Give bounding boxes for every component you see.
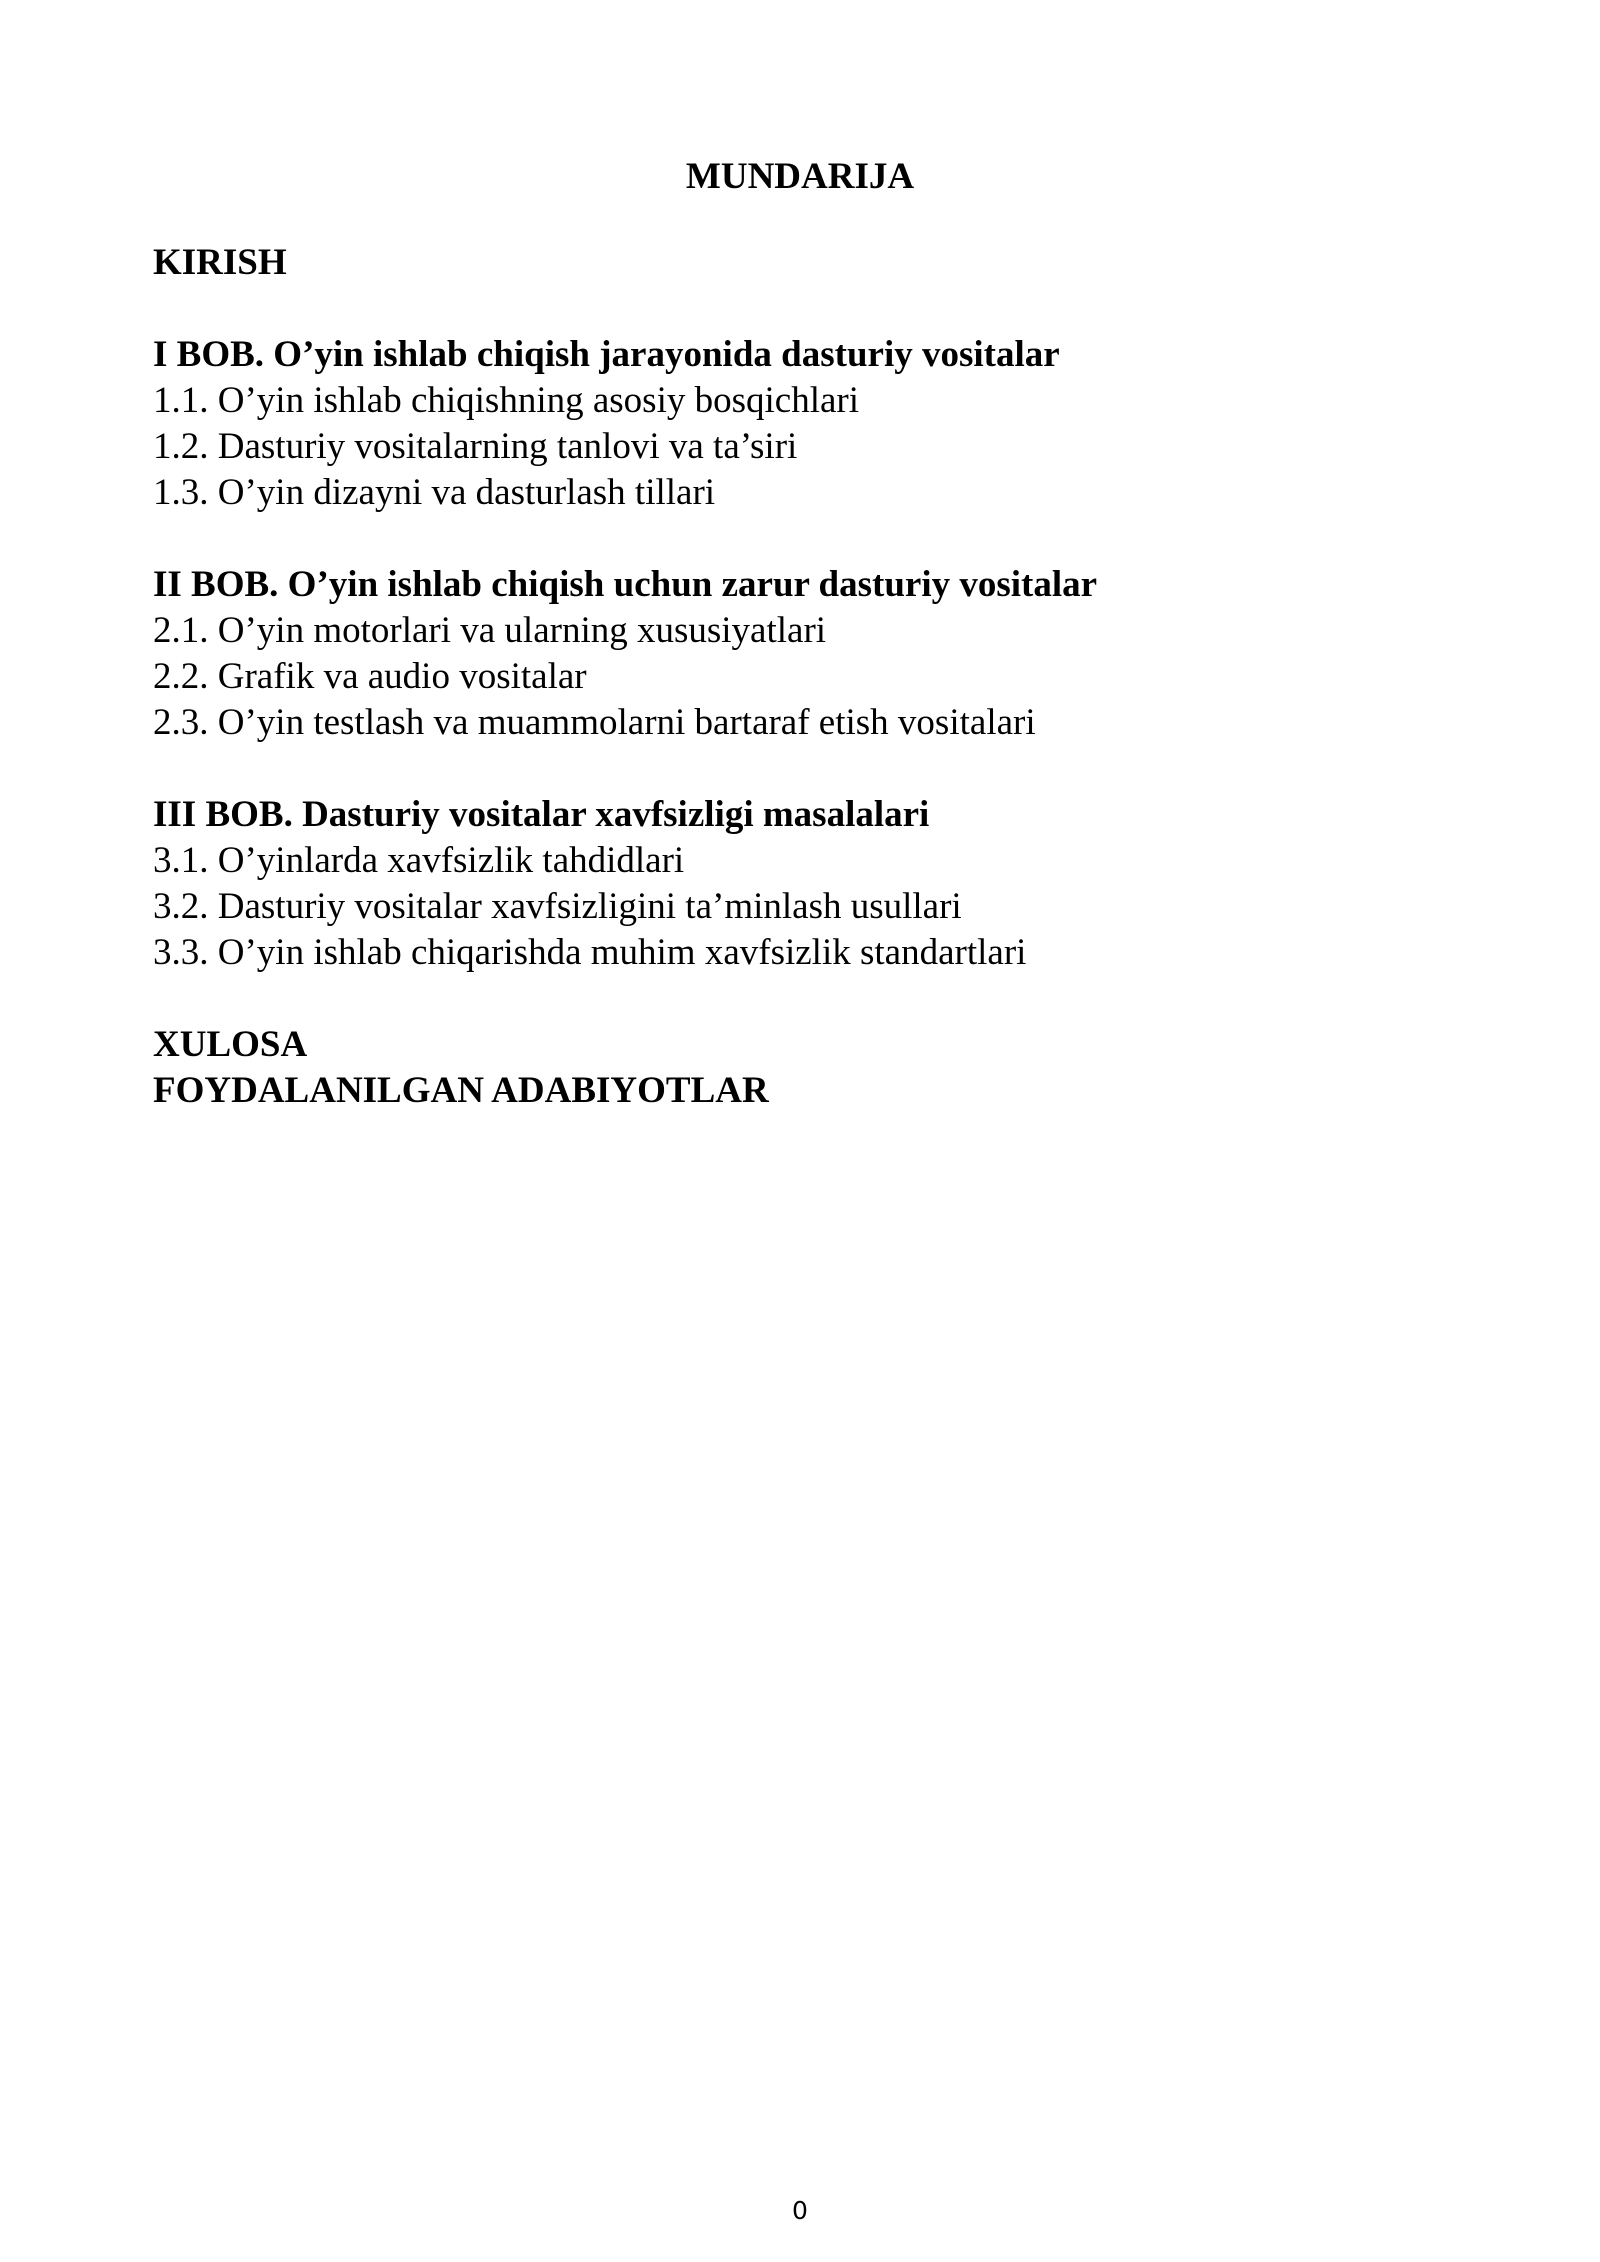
- section-item: 3.2. Dasturiy vositalar xavfsizligini ta’minlash usullari: [153, 886, 962, 927]
- section-item: 3.3. O’yin ishlab chiqarishda muhim xavfsizlik standartlari: [153, 932, 1027, 973]
- chapter-heading: III BOB. Dasturiy vositalar xavfsizligi masalalari: [153, 794, 930, 835]
- section-item: 2.2. Grafik va audio vositalar: [153, 656, 587, 697]
- toc-chapter-1: [153, 332, 1453, 516]
- section-item: 1.3. O’yin dizayni va dasturlash tillari: [153, 472, 716, 513]
- chapter-heading: I BOB. O’yin ishlab chiqish jarayonida dasturiy vositalar: [153, 334, 1060, 375]
- chapter-heading: II BOB. O’yin ishlab chiqish uchun zarur dasturiy vositalar: [153, 564, 1098, 605]
- toc-intro: KIRISH: [153, 242, 287, 283]
- toc-chapter-3: [153, 792, 1453, 976]
- toc-references: FOYDALANILGAN ADABIYOTLAR: [153, 1070, 769, 1111]
- table-of-contents: [153, 240, 1453, 1114]
- section-item: 3.1. O’yinlarda xavfsizlik tahdidlari: [153, 840, 685, 881]
- section-item: 2.1. O’yin motorlari va ularning xususiyatlari: [153, 610, 827, 651]
- toc-chapter-2: [153, 562, 1453, 746]
- page-title: MUNDARIJA: [685, 156, 915, 197]
- section-item: 1.1. O’yin ishlab chiqishning asosiy bosqichlari: [153, 380, 860, 421]
- section-item: 2.3. O’yin testlash va muammolarni bartaraf etish vositalari: [153, 702, 1036, 743]
- section-item: 1.2. Dasturiy vositalarning tanlovi va ta’siri: [153, 426, 798, 467]
- page-number: 0: [792, 2196, 808, 2225]
- toc-conclusion: XULOSA: [153, 1024, 308, 1065]
